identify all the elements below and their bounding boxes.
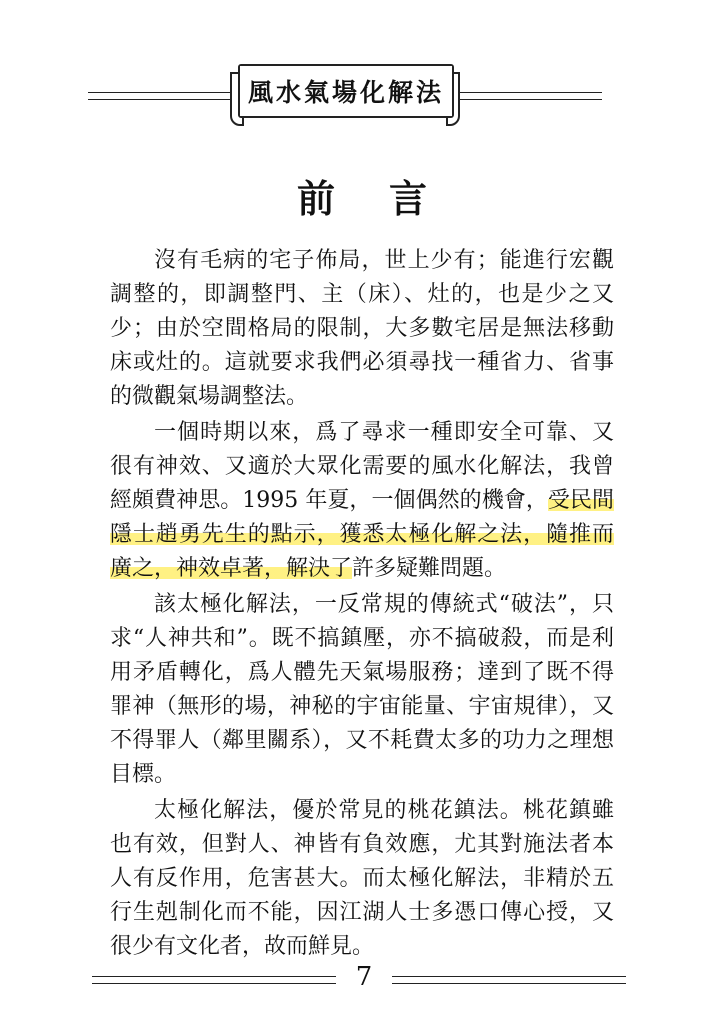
page-number: 7 <box>355 962 373 992</box>
paragraph-text: 沒有毛病的宅子佈局，世上少有；能進行宏觀調整的，即調整門、主（床）、灶的，也是少之又少；由於空間格局的限制，大多數宅居是無法移動床或灶的。這就要求我們必須尋找一種省力、省事的微觀氣場調整法。 <box>110 248 614 409</box>
paragraph <box>110 416 614 586</box>
body-text <box>110 244 614 964</box>
title-scroll-inner <box>240 66 452 116</box>
header-rule-left <box>88 92 240 101</box>
footer-rule-right <box>392 976 626 985</box>
book-title: 風水氣場化解法 <box>247 78 444 107</box>
page-heading: 前言 <box>296 176 481 221</box>
paragraph-text: 太極化解法，優於常見的桃花鎮法。桃花鎮雖也有效，但對人、神皆有負效應，尤其對施法者本人有反作用，危害甚大。而太極化解法，非精於五行生剋制化而不能，因江湖人士多憑口傳心授，又很少有文化者，故而鮮見。 <box>110 798 614 959</box>
footer-rule-left <box>92 976 336 985</box>
paragraph-text: 許多疑難問題。 <box>352 556 507 581</box>
paragraph-text: 該太極化解法，一反常規的傳統式“破法”，只求“人神共和”。既不搞鎮壓，亦不搞破殺，而是利用矛盾轉化，爲人體先天氣場服務；達到了既不得罪神（無形的場，神秘的宇宙能量、宇宙規律），又不得罪人（鄰里關系），又不耗費太多的功力之理想目標。 <box>110 592 614 787</box>
highlighted-text: 受民間隱士趙勇先生的點示，獲悉太極化解之法，隨推而廣之，神效卓著，解決了 <box>110 488 614 581</box>
header-rule-right <box>452 92 602 101</box>
paragraph <box>110 244 614 414</box>
paragraph <box>110 588 614 792</box>
paragraph <box>110 794 614 964</box>
paragraph-text: 一個時期以來，爲了尋求一種即安全可靠、又很有神效、又適於大眾化需要的風水化解法，我曾經頗費神思。1995 年夏，一個偶然的機會， <box>110 420 614 513</box>
